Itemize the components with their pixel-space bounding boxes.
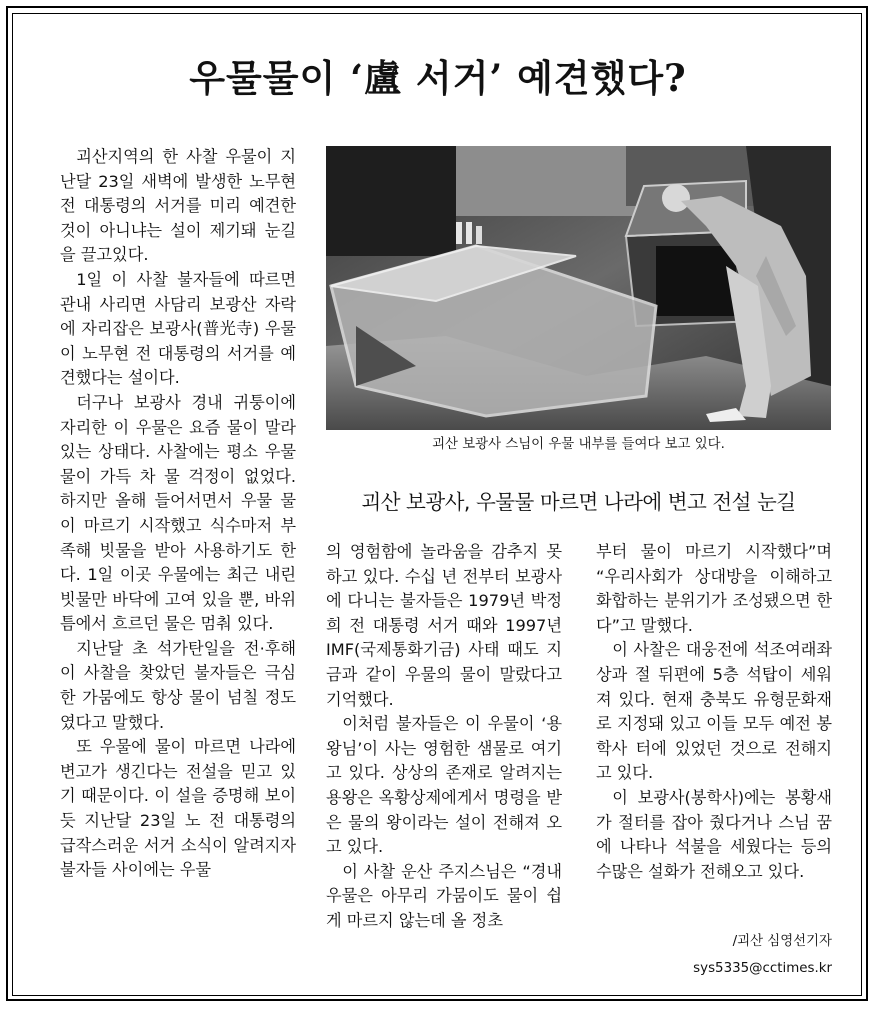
well-photo (326, 146, 831, 430)
subheadline: 괴산 보광사, 우물물 마르면 나라에 변고 전설 눈길 (361, 490, 796, 514)
paragraph: 부터 물이 마르기 시작했다”며 “우리사회가 상대방을 이해하고 화합하는 분위기가 조성됐으면 한다”고 말했다. (596, 542, 832, 635)
article-column-2 (326, 540, 562, 948)
paragraph: 더구나 보광사 경내 귀퉁이에 자리한 이 우물은 요즘 물이 말라 있는 상태다. 사찰에는 평소 우물 물이 가득 차 물 걱정이 없었다. 하지만 올해 들어서면서 우물 물이 마르기 시작했고 식수마저 부족해 빗물을 받아 사용하기도 한다. 1일 이곳 우물에는 최근 내린 빗물만 바닥에 고여 있을 뿐, 바위 틈에서 흐르던 물은 멈춰 있다. (60, 392, 296, 634)
paragraph: 이 보광사(봉학사)에는 봉황새가 절터를 잡아 줬다거나 스님 꿈에 나타나 석불을 세웠다는 등의 수많은 설화가 전해오고 있다. (596, 787, 832, 881)
paragraph: 또 우물에 물이 마르면 나라에 변고가 생긴다는 전설을 믿고 있기 때문이다. 이 설을 증명해 보이듯 지난달 23일 노 전 대통령의 급작스러운 서거 소식이 알려지자 불자들 사이에는 우물 (60, 737, 296, 880)
paragraph: 지난달 초 석가탄일을 전·후해 이 사찰을 찾았던 불자들은 극심한 가뭄에도 항상 물이 넘칠 정도였다고 말했다. (60, 638, 296, 732)
well-photo-illustration (326, 146, 831, 430)
paragraph: 이 사찰은 대웅전에 석조여래좌상과 절 뒤편에 5층 석탑이 세워져 있다. 현재 충북도 유형문화재로 지정돼 있고 이들 모두 예전 봉학사 터에 있었던 것으로 전해지고 있다. (596, 640, 832, 783)
paragraph: 이 사찰 운산 주지스님은 “경내 우물은 아무리 가뭄이도 물이 쉽게 마르지 않는데 올 정초 (326, 861, 562, 930)
article-column-1 (60, 145, 296, 985)
headline: 우물물이 ‘盧 서거’ 예견했다? (189, 56, 687, 100)
paragraph: 의 영험함에 놀라움을 감추지 못하고 있다. 수십 년 전부터 보광사에 다니는 불자들은 1979년 박정희 전 대통령 서거 때와 1997년 IMF(국제통화기금) 사태 때도 지금과 같이 우물의 물이 말랐다고 기억했다. (326, 542, 562, 709)
paragraph: 이처럼 불자들은 이 우물이 ‘용왕님’이 사는 영험한 샘물로 여기고 있다. 상상의 존재로 알려지는 용왕은 옥황상제에게서 명령을 받은 물의 왕이라는 설이 전해져 오고 있다. (326, 714, 562, 857)
byline: /괴산 심영선기자 (732, 934, 832, 949)
article-column-3 (596, 540, 832, 930)
paragraph: 1일 이 사찰 불자들에 따르면 관내 사리면 사담리 보광산 자락에 자리잡은 보광사(普光寺) 우물이 노무현 전 대통령의 서거를 예견했다는 설이다. (60, 269, 296, 388)
reporter-email: sys5335@cctimes.kr (693, 961, 832, 976)
paragraph: 괴산지역의 한 사찰 우물이 지난달 23일 새벽에 발생한 노무현 전 대통령의 서거를 미리 예견한 것이 아니냐는 설이 제기돼 눈길을 끌고있다. (60, 147, 296, 265)
photo-caption: 괴산 보광사 스님이 우물 내부를 들여다 보고 있다. (432, 437, 725, 452)
